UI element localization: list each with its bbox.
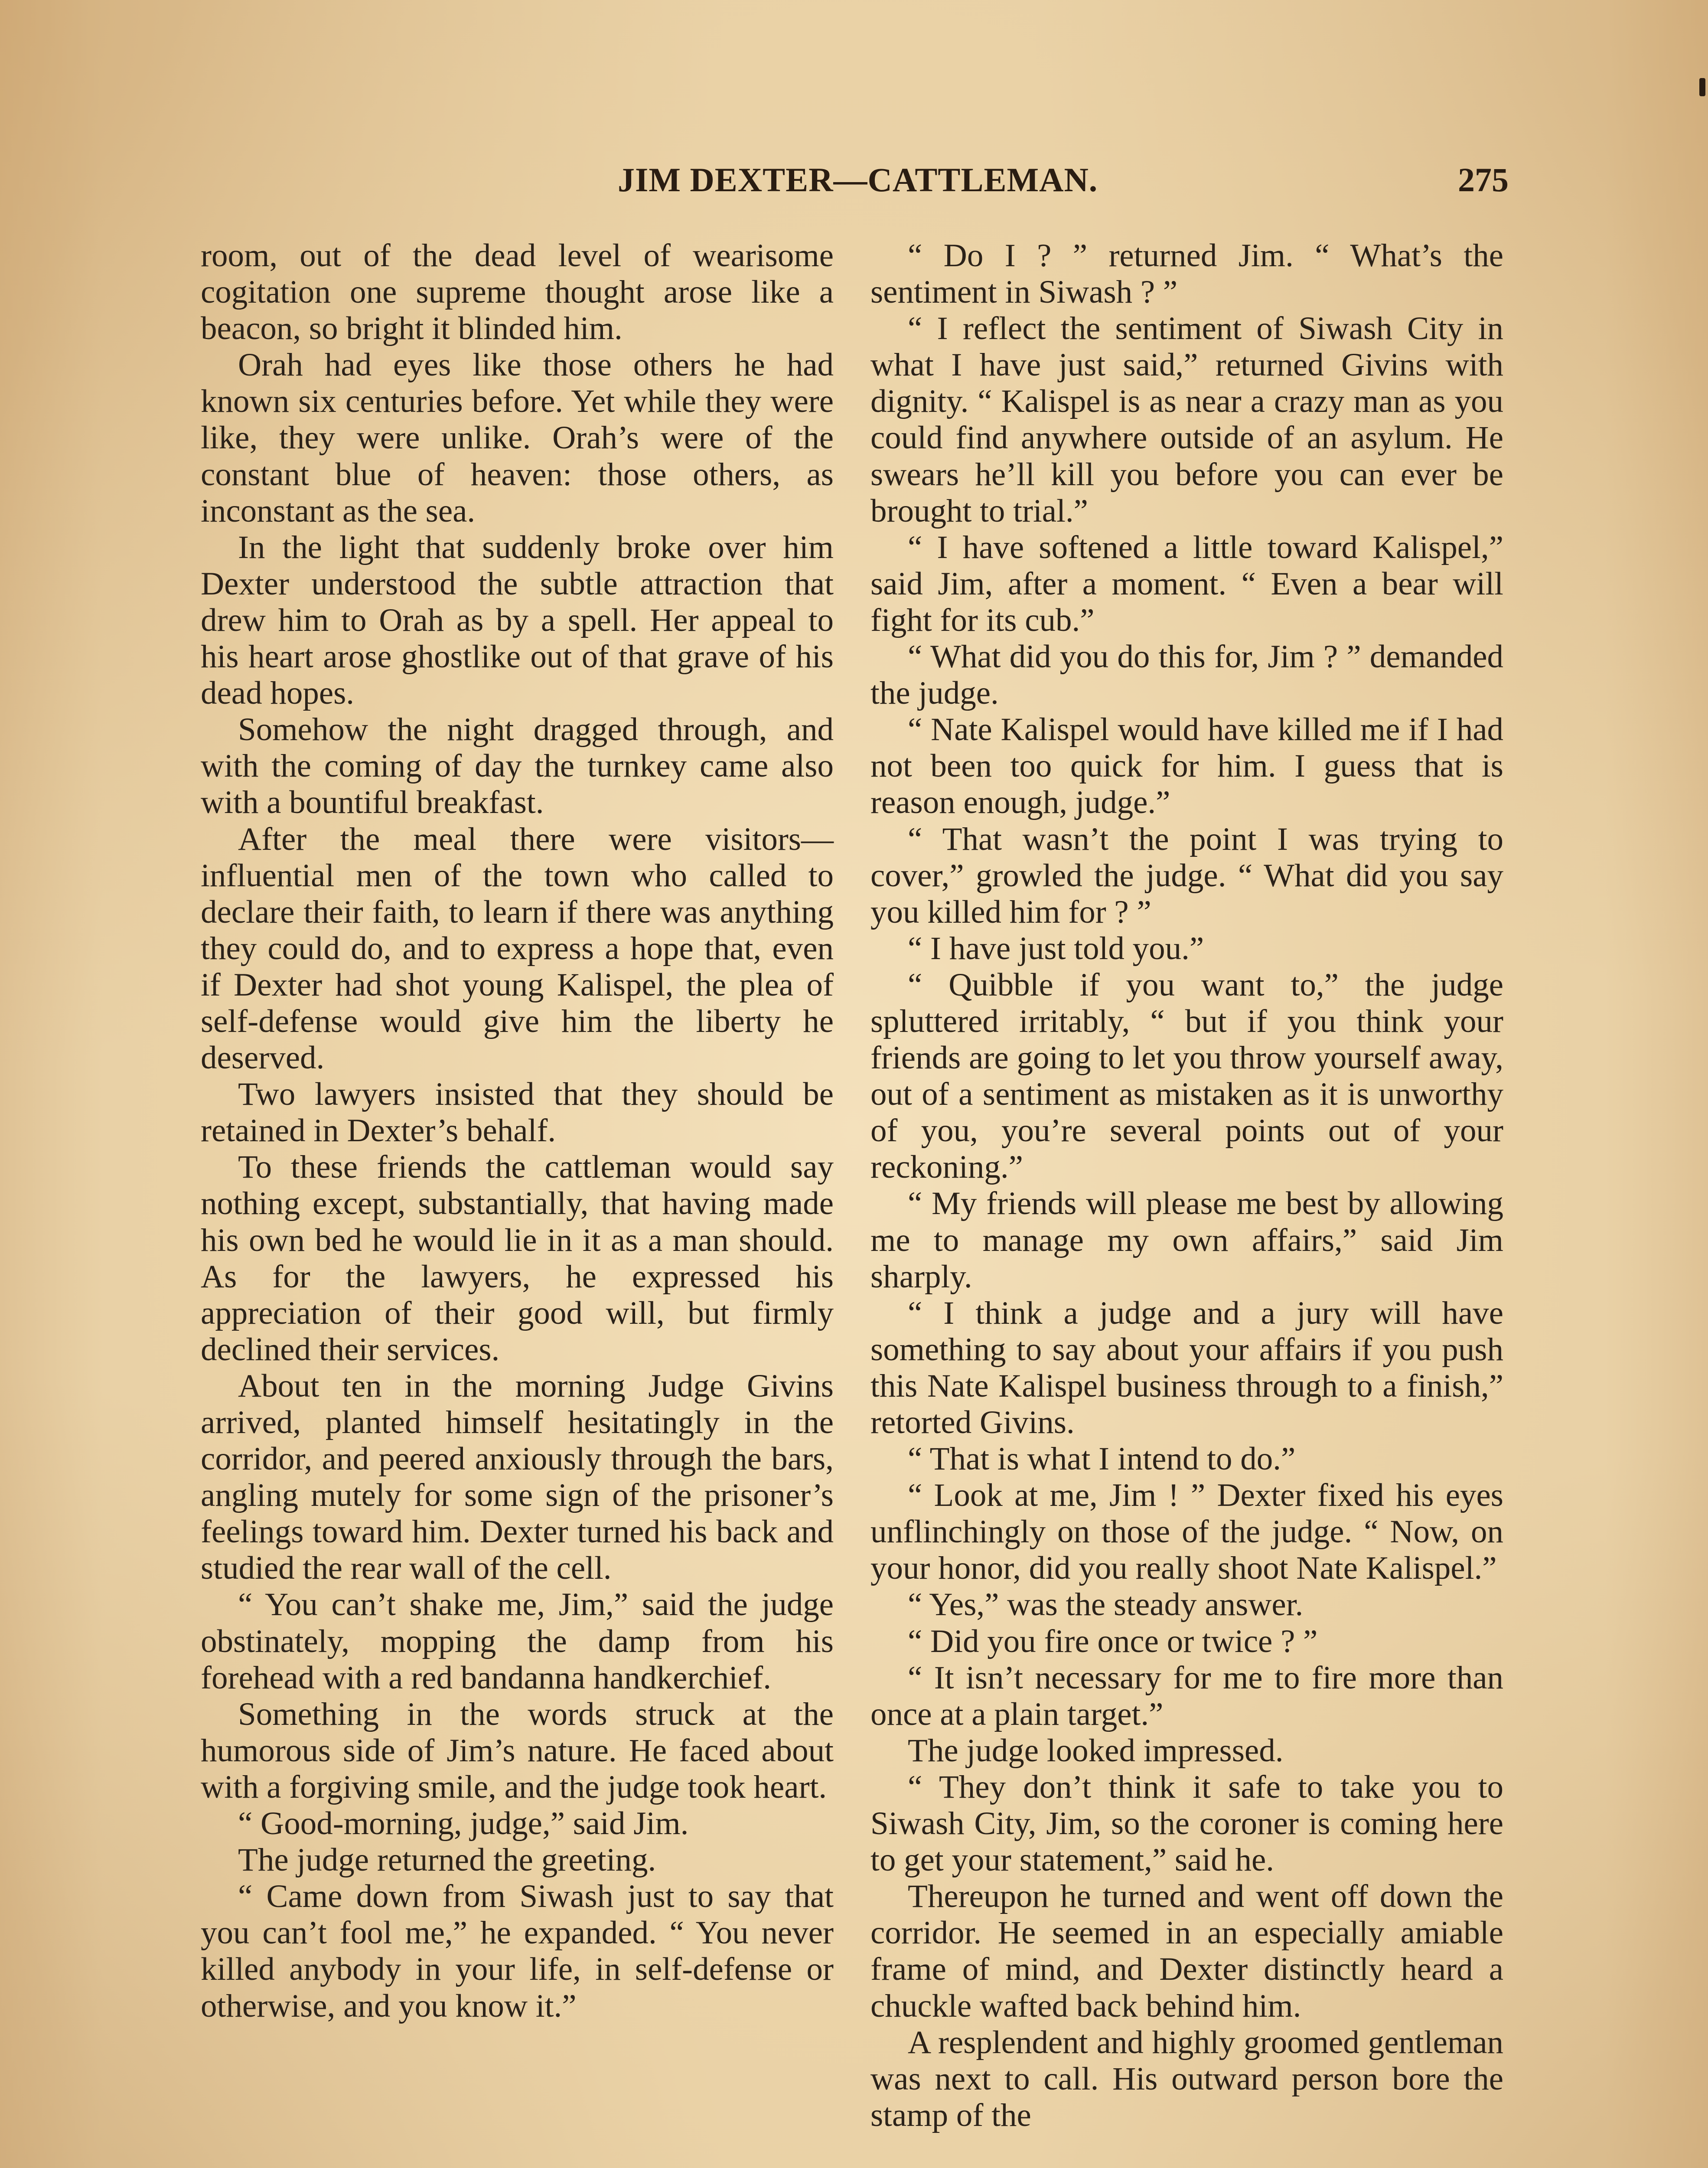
paragraph: Thereupon he turned and went off down the corridor. He seemed in an especially amiable frame of mind, and Dexter distinctly heard a chuckle wafted back behind him. xyxy=(870,1878,1503,2024)
paragraph: “ That is what I intend to do.” xyxy=(908,1441,1296,1477)
paragraph: “ I think a judge and a jury will have something to say about your affairs if you push this Nate Kalispel business through to a finish,” retorted Givins. xyxy=(870,1295,1503,1440)
paragraph: “ It isn’t necessary for me to fire more than once at a plain target.” xyxy=(870,1659,1503,1732)
paragraph: “ They don’t think it safe to take you to Siwash City, Jim, so the coroner is coming here to get your statement,” said he. xyxy=(870,1769,1503,1878)
paragraph: “ I have just told you.” xyxy=(908,930,1204,966)
paragraph: “ Look at me, Jim ! ” Dexter fixed his eyes unflinchingly on those of the judge. “ Now, on your honor, did you really shoot Nate Kalispel.” xyxy=(870,1477,1503,1587)
paragraph: “ My friends will please me best by allowing me to manage my own affairs,” said Jim sharply. xyxy=(870,1185,1503,1295)
paragraph: To these friends the cattleman would say nothing except, substantially, that having made his own bed he would lie in it as a man should. As for the lawyers, he expressed his appreciation of their good will, but firmly declined their services. xyxy=(201,1149,834,1368)
paragraph: “ Do I ? ” returned Jim. “ What’s the sentiment in Siwash ? ” xyxy=(870,238,1503,310)
paragraph: “ Did you fire once or twice ? ” xyxy=(908,1623,1318,1659)
paragraph: Somehow the night dragged through, and with the coming of day the turnkey came also with a bountiful breakfast. xyxy=(201,712,834,821)
paragraph: A resplendent and highly groomed gentleman was next to call. His outward person bore the stamp of the xyxy=(870,2024,1503,2133)
paragraph: “ Yes,” was the steady answer. xyxy=(908,1587,1304,1623)
paragraph: “ Good-morning, judge,” said Jim. xyxy=(238,1806,689,1842)
paragraph: room, out of the dead level of wearisome cogitation one supreme thought arose like a beacon, so bright it blinded him. xyxy=(201,238,834,347)
paragraph: “ Came down from Siwash just to say that you can’t fool me,” he expanded. “ You never killed anybody in your life, in self-defense or otherwise, and you know it.” xyxy=(201,1878,834,2024)
paragraph: The judge returned the greeting. xyxy=(238,1842,656,1878)
page-number: 275 xyxy=(1458,161,1509,199)
page-edge-mark xyxy=(1699,78,1705,96)
paragraph: “ I have softened a little toward Kalispel,” said Jim, after a moment. “ Even a bear will fight for its cub.” xyxy=(870,529,1503,638)
paragraph: Two lawyers insisted that they should be retained in Dexter’s behalf. xyxy=(201,1076,834,1149)
paragraph: Orah had eyes like those others he had known six centuries before. Yet while they were like, they were unlike. Orah’s were of the constant blue of heaven: those others, as inconstant as the sea. xyxy=(201,347,834,529)
paragraph: “ That wasn’t the point I was trying to cover,” growled the judge. “ What did you say you killed him for ? ” xyxy=(870,821,1503,930)
right-column xyxy=(870,238,1503,2134)
paragraph: Something in the words struck at the humorous side of Jim’s nature. He faced about with a forgiving smile, and the judge took heart. xyxy=(201,1696,834,1805)
paragraph: In the light that suddenly broke over him Dexter understood the subtle attraction that drew him to Orah as by a spell. Her appeal to his heart arose ghostlike out of that grave of his dead hopes. xyxy=(201,529,834,712)
paragraph: “ What did you do this for, Jim ? ” demanded the judge. xyxy=(870,639,1503,712)
paragraph: The judge looked impressed. xyxy=(908,1732,1284,1769)
left-column xyxy=(201,238,834,2024)
paragraph: “ Quibble if you want to,” the judge spluttered irritably, “ but if you think your friends are going to let you throw yourself away, out of a sentiment as mistaken as it is unworthy of you, you’re several points out of your reckoning.” xyxy=(870,966,1503,1185)
running-head xyxy=(191,160,1509,212)
paragraph: “ I reflect the sentiment of Siwash City in what I have just said,” returned Givins with dignity. “ Kalispel is as near a crazy man as you could find anywhere outside of an asylum. He swears he’ll kill you before you can ever be brought to trial.” xyxy=(870,310,1503,529)
paragraph: “ You can’t shake me, Jim,” said the judge obstinately, mopping the damp from his forehead with a red bandanna handkerchief. xyxy=(201,1587,834,1696)
paragraph: About ten in the morning Judge Givins arrived, planted himself hesitatingly in the corridor, and peered anxiously through the bars, angling mutely for some sign of the prisoner’s feelings toward him. Dexter turned his back and studied the rear wall of the cell. xyxy=(201,1368,834,1587)
paragraph: “ Nate Kalispel would have killed me if I had not been too quick for him. I guess that is reason enough, judge.” xyxy=(870,712,1503,821)
paragraph: After the meal there were visitors—influential men of the town who called to declare their faith, to learn if there was anything they could do, and to express a hope that, even if Dexter had shot young Kalispel, the plea of self-defense would give him the liberty he deserved. xyxy=(201,821,834,1076)
chapter-title: JIM DEXTER—CATTLEMAN. xyxy=(618,161,1098,199)
